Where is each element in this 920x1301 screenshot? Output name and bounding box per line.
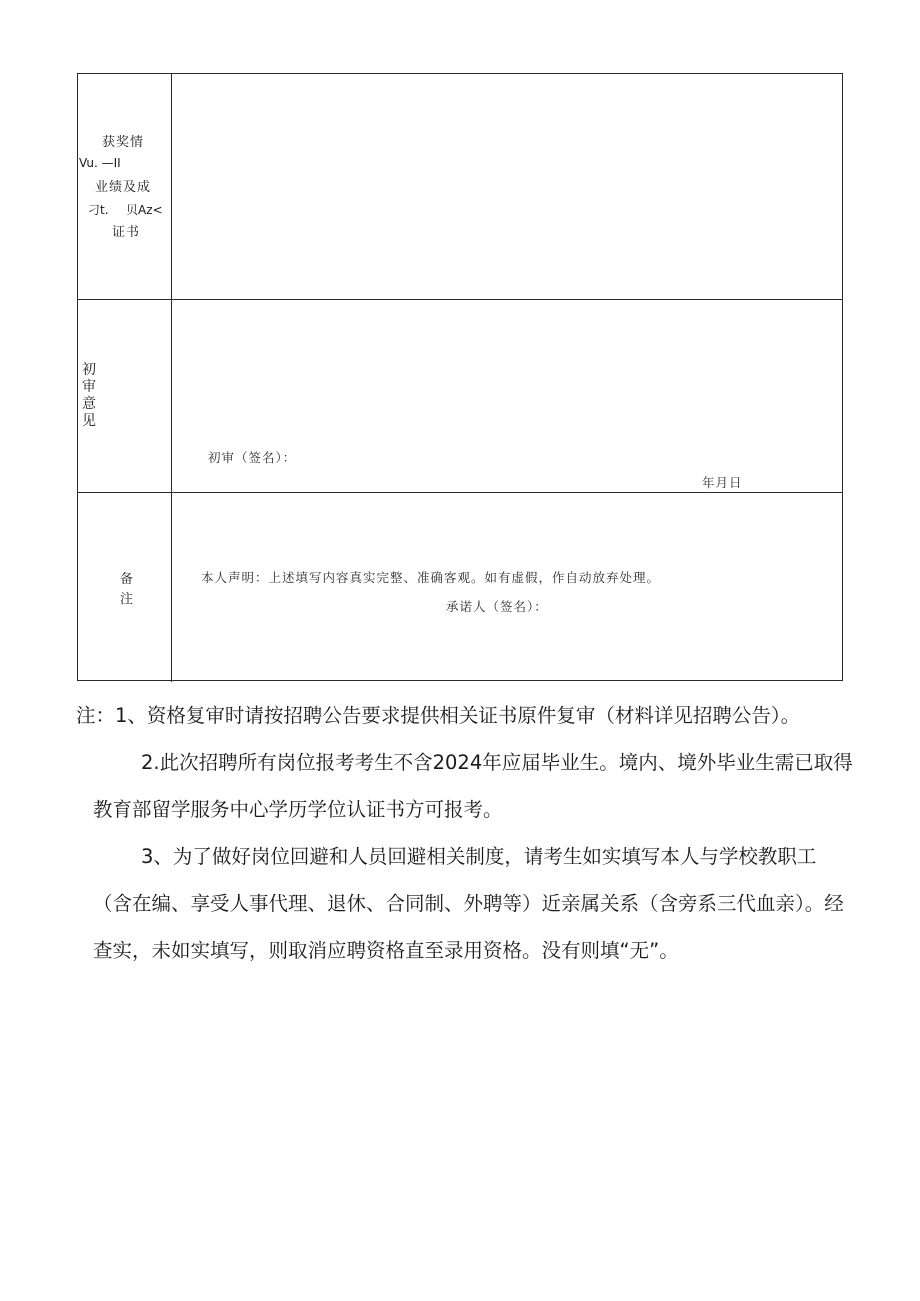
remarks-label-line1: 备 — [120, 572, 135, 587]
awards-row — [78, 74, 842, 299]
preliminary-label-cell — [78, 300, 172, 492]
note-3: 3、为了做好岗位回避和人员回避相关制度，请考生如实填写本人与学校教职工（含在编、享受人事代理、退休、合同制、外聘等）近亲属关系（含旁系三代血亲）。经查实，未如实填写，则取消应聘资格直至录用资格。没有则填“无”。 — [93, 845, 844, 962]
awards-label-cell — [78, 74, 172, 299]
remarks-content-cell[interactable] — [172, 493, 842, 682]
preliminary-signature-label: 初审（签名）： — [208, 450, 297, 465]
note-1: 注：1、资格复审时请按招聘公告要求提供相关证书原件复审（材料详见招聘公告）。 — [76, 704, 801, 727]
preliminary-content-cell[interactable] — [172, 300, 842, 492]
remarks-label-cell — [78, 493, 172, 682]
preliminary-review-label: 初审意见 — [82, 362, 96, 429]
awards-label-line5: 贝Az< — [126, 203, 163, 217]
remarks-row — [78, 492, 842, 682]
preliminary-review-row — [78, 299, 842, 492]
declaration-text: 本人声明：上述填写内容真实完整、准确客观。如有虚假，作自动放弃处理。 — [201, 570, 661, 585]
preliminary-date-label: 年月日 — [702, 475, 743, 490]
awards-label-line4: 刁t. — [88, 203, 109, 217]
awards-content-cell[interactable] — [172, 74, 842, 299]
awards-label-line6: 证书 — [112, 225, 141, 240]
application-form-table — [77, 73, 843, 681]
awards-label-line1: 获奖情 — [102, 135, 145, 150]
notes-section — [76, 692, 853, 974]
promisor-signature-label: 承诺人（签名）： — [446, 599, 548, 614]
awards-label-line3: 业绩及成 — [95, 180, 152, 195]
note-2: 2.此次招聘所有岗位报考考生不含2024年应届毕业生。境内、境外毕业生需已取得教育部留学服务中心学历学位认证书方可报考。 — [93, 751, 853, 821]
awards-label-line2: Vu. —II — [79, 156, 121, 170]
remarks-label-line2: 注 — [120, 592, 135, 607]
